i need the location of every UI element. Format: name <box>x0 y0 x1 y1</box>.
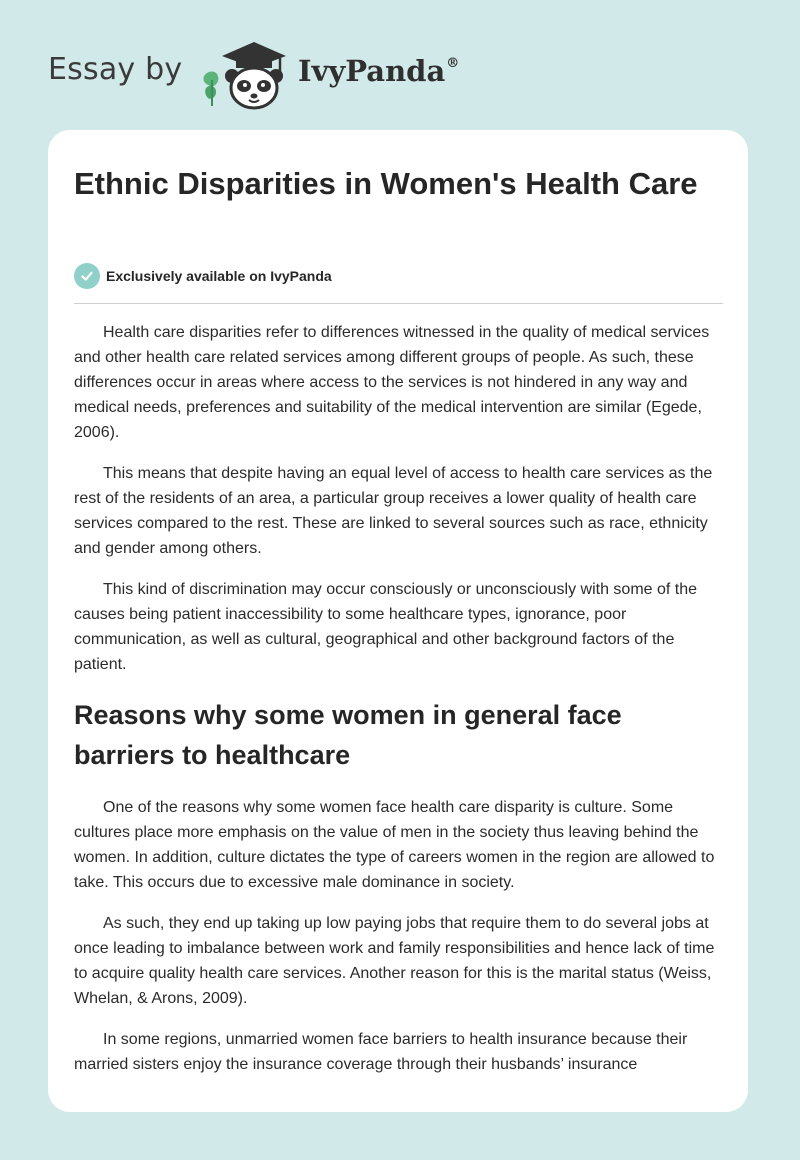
ivy-leaf-icon <box>203 72 218 107</box>
paragraph: This means that despite having an equal level of access to health care services as the rest of the residents of an area, a particular group receives a lower quality of health care services compared to the rest. These are linked to several sources such as race, ethnicity and gender among others. <box>74 465 713 557</box>
section-heading: Reasons why some women in general face barriers to healthcare <box>74 700 622 770</box>
paragraph: This kind of discrimination may occur consciously or unconsciously with some of the causes being patient inaccessibility to some healthcare types, ignorance, poor communication, as well as cultural, geographical and other background factors of the patient. <box>74 581 698 673</box>
check-circle-icon <box>74 263 100 289</box>
divider <box>74 303 723 304</box>
paragraph: As such, they end up taking up low paying jobs that require them to do several jobs at once leading to imbalance between work and family responsibilities and hence lack of time to acquire quality health care services. Another reason for this is the marital status (Weiss, Whelan, & Arons, 2009). <box>74 915 715 1007</box>
paragraph: One of the reasons why some women face health care disparity is culture. Some cultures place more emphasis on the value of men in the society thus leaving behind the women. In addition, culture dictates the type of careers women in the region are allowed to take. This occurs due to excessive male dominance in society. <box>74 799 715 891</box>
page-title: Ethnic Disparities in Women's Health Care <box>74 166 698 201</box>
paragraph: Health care disparities refer to differences witnessed in the quality of medical services and other health care related services among different groups of people. As such, these differences occur in areas where access to the services is not hindered in any way and medical needs, preferences and suitability of the medical intervention are similar (Egede, 2006). <box>74 324 710 441</box>
essay-card <box>48 130 748 1112</box>
paragraph: In some regions, unmarried women face barriers to health insurance because their married sisters enjoy the insurance coverage through their husbands’ insurance <box>74 1031 688 1073</box>
registered-mark: ® <box>446 56 460 71</box>
exclusive-badge <box>74 263 332 289</box>
panda-graduate-logo-icon[interactable] <box>200 36 296 112</box>
site-header <box>48 32 648 112</box>
exclusive-label: Exclusively available on IvyPanda <box>106 268 332 284</box>
essay-by-label: Essay by <box>48 52 183 87</box>
brand-name[interactable]: IvyPanda® <box>298 54 460 88</box>
